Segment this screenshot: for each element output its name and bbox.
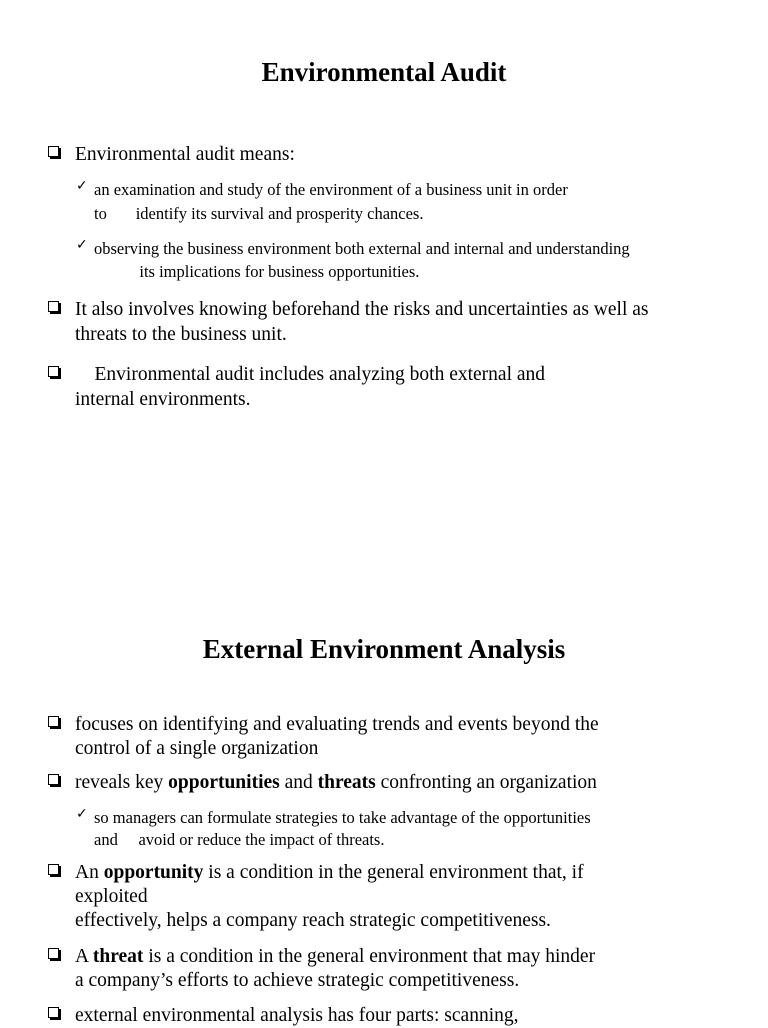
bullet-text: exploited (75, 886, 148, 907)
bullet-text: a company’s efforts to achieve strategic competitiveness. (75, 970, 520, 991)
text-run: A (75, 946, 93, 967)
bullet-text: internal environments. (75, 389, 251, 410)
text-run: confronting an organization (375, 772, 597, 793)
sub-bullet-text: and avoid or reduce the impact of threats. (94, 830, 385, 849)
checkbox-square-icon (48, 146, 59, 157)
page-title: External Environment Analysis (202, 634, 566, 664)
bullet-text: Environmental audit means: (75, 144, 295, 165)
page-title: Environmental Audit (261, 57, 507, 87)
bullet-text (75, 944, 735, 969)
checkbox-square-icon (48, 301, 59, 312)
checkbox-square-icon (48, 774, 59, 785)
checkbox-square-icon (48, 864, 59, 875)
bullet-text: It also involves knowing beforehand the risks and uncertainties as well as (75, 299, 649, 320)
checkbox-square-icon (48, 366, 59, 377)
sub-bullet-text: observing the business environment both external and internal and understanding (94, 239, 630, 258)
text-run: and (279, 772, 318, 793)
bullet-text: control of a single organization (75, 738, 319, 759)
sub-bullet-text: to identify its survival and prosperity chances. (94, 204, 424, 223)
checkbox-square-icon (48, 716, 59, 727)
text-run: is a condition in the general environment that may hinder (143, 946, 596, 967)
bullet-text: threats to the business unit. (75, 324, 287, 345)
checkmark-icon: ✓ (76, 237, 88, 253)
checkmark-icon: ✓ (76, 806, 88, 822)
bold-term: threats (317, 772, 376, 793)
sub-bullet-text: its implications for business opportunities. (94, 262, 420, 281)
bold-term: threat (92, 946, 144, 967)
bullet-text (75, 770, 735, 795)
bullet-text (75, 860, 735, 885)
bold-term: opportunities (168, 772, 280, 793)
text-run: reveals key (75, 772, 169, 793)
bullet-text: external environmental analysis has four parts: scanning, (75, 1005, 519, 1026)
text-run: An (75, 862, 104, 883)
bold-term: opportunity (103, 862, 204, 883)
sub-bullet-text: so managers can formulate strategies to take advantage of the opportunities (94, 808, 591, 827)
slide-external-environment-analysis (0, 600, 768, 1024)
bullet-text: Environmental audit includes analyzing both external and (75, 364, 546, 385)
sub-bullet-text: an examination and study of the environment of a business unit in order (94, 180, 568, 199)
bullet-text: focuses on identifying and evaluating trends and events beyond the (75, 714, 599, 735)
text-run: is a condition in the general environment that, if (203, 862, 584, 883)
checkmark-icon: ✓ (76, 178, 88, 194)
bullet-text: effectively, helps a company reach strategic competitiveness. (75, 910, 551, 931)
checkbox-square-icon (48, 948, 59, 959)
checkbox-square-icon (48, 1007, 59, 1018)
